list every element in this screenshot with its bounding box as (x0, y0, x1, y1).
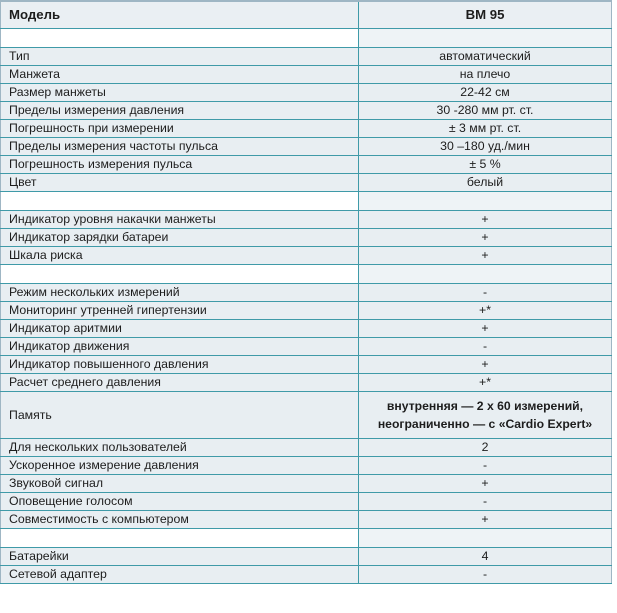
row-value-cell: + (359, 247, 612, 265)
table-row (1, 120, 612, 138)
row-value-cell: ± 5 % (359, 156, 612, 174)
row-label-cell: Индикатор зарядки батареи (1, 229, 359, 247)
row-label-cell: Погрешность при измерении (1, 120, 359, 138)
row-label-cell: Мониторинг утренней гипертензии (1, 302, 359, 320)
row-value-cell: 2 (359, 439, 612, 457)
table-row (1, 392, 612, 439)
row-value-cell (359, 192, 612, 211)
row-value-cell: + (359, 511, 612, 529)
row-label-cell: Батарейки (1, 548, 359, 566)
row-label-cell: Размер манжеты (1, 84, 359, 102)
row-value-cell: +* (359, 302, 612, 320)
row-label-cell (1, 529, 359, 548)
table-header-row (1, 1, 612, 29)
row-value-cell: + (359, 356, 612, 374)
table-row (1, 320, 612, 338)
row-label-cell (1, 29, 359, 48)
table-row (1, 493, 612, 511)
table-row (1, 229, 612, 247)
table-spacer-row (1, 192, 612, 211)
row-label-cell (1, 192, 359, 211)
table-row (1, 84, 612, 102)
row-value-cell: на плечо (359, 66, 612, 84)
row-value-cell: - (359, 338, 612, 356)
table-row (1, 211, 612, 229)
row-label-cell: Цвет (1, 174, 359, 192)
row-value-cell: +* (359, 374, 612, 392)
row-value-cell: - (359, 457, 612, 475)
row-label-cell: Звуковой сигнал (1, 475, 359, 493)
table-row (1, 174, 612, 192)
row-value-cell: ± 3 мм рт. ст. (359, 120, 612, 138)
row-label-cell: Расчет среднего давления (1, 374, 359, 392)
table-row (1, 475, 612, 493)
table-row (1, 156, 612, 174)
specifications-table-body (1, 1, 612, 584)
row-label-cell: Индикатор повышенного давления (1, 356, 359, 374)
row-value-cell: белый (359, 174, 612, 192)
row-label-cell: Оповещение голосом (1, 493, 359, 511)
row-label-cell: Для нескольких пользователей (1, 439, 359, 457)
row-value-cell: 4 (359, 548, 612, 566)
row-value-cell: + (359, 320, 612, 338)
row-label-cell: Совместимость с компьютером (1, 511, 359, 529)
row-label-cell: Ускоренное измерение давления (1, 457, 359, 475)
row-value-cell (359, 529, 612, 548)
row-label-cell: Режим нескольких измерений (1, 284, 359, 302)
row-label-cell: Индикатор движения (1, 338, 359, 356)
row-label-cell: Пределы измерения давления (1, 102, 359, 120)
table-row (1, 439, 612, 457)
table-row (1, 66, 612, 84)
table-row (1, 338, 612, 356)
row-label-cell: Сетевой адаптер (1, 566, 359, 584)
row-value-cell: - (359, 566, 612, 584)
row-label-cell: Шкала риска (1, 247, 359, 265)
row-label-cell: Индикатор уровня накачки манжеты (1, 211, 359, 229)
table-row (1, 247, 612, 265)
table-row (1, 548, 612, 566)
row-label-cell: Тип (1, 48, 359, 66)
row-label-cell: Память (1, 392, 359, 439)
table-row (1, 284, 612, 302)
table-row (1, 138, 612, 156)
row-label-cell: Индикатор аритмии (1, 320, 359, 338)
row-value-cell: 30 –180 уд./мин (359, 138, 612, 156)
row-value-cell: - (359, 284, 612, 302)
table-spacer-row (1, 265, 612, 284)
header-value-cell: ВМ 95 (359, 1, 612, 29)
row-value-cell: + (359, 211, 612, 229)
row-label-cell: Погрешность измерения пульса (1, 156, 359, 174)
table-row (1, 48, 612, 66)
row-value-cell: 22-42 см (359, 84, 612, 102)
header-label-cell: Модель (1, 1, 359, 29)
row-label-cell: Манжета (1, 66, 359, 84)
row-value-cell: + (359, 229, 612, 247)
row-value-cell: внутренняя — 2 x 60 измерений, неограниченно — с «Cardio Expert» (359, 392, 612, 439)
table-row (1, 374, 612, 392)
row-value-cell (359, 29, 612, 48)
row-value-cell: + (359, 475, 612, 493)
row-value-cell: - (359, 493, 612, 511)
table-row (1, 511, 612, 529)
table-row (1, 356, 612, 374)
table-row (1, 566, 612, 584)
table-row (1, 102, 612, 120)
row-label-cell (1, 265, 359, 284)
row-value-cell: автоматический (359, 48, 612, 66)
row-value-cell: 30 -280 мм рт. ст. (359, 102, 612, 120)
row-value-cell (359, 265, 612, 284)
table-row (1, 302, 612, 320)
table-row (1, 457, 612, 475)
table-spacer-row (1, 29, 612, 48)
table-spacer-row (1, 529, 612, 548)
row-label-cell: Пределы измерения частоты пульса (1, 138, 359, 156)
